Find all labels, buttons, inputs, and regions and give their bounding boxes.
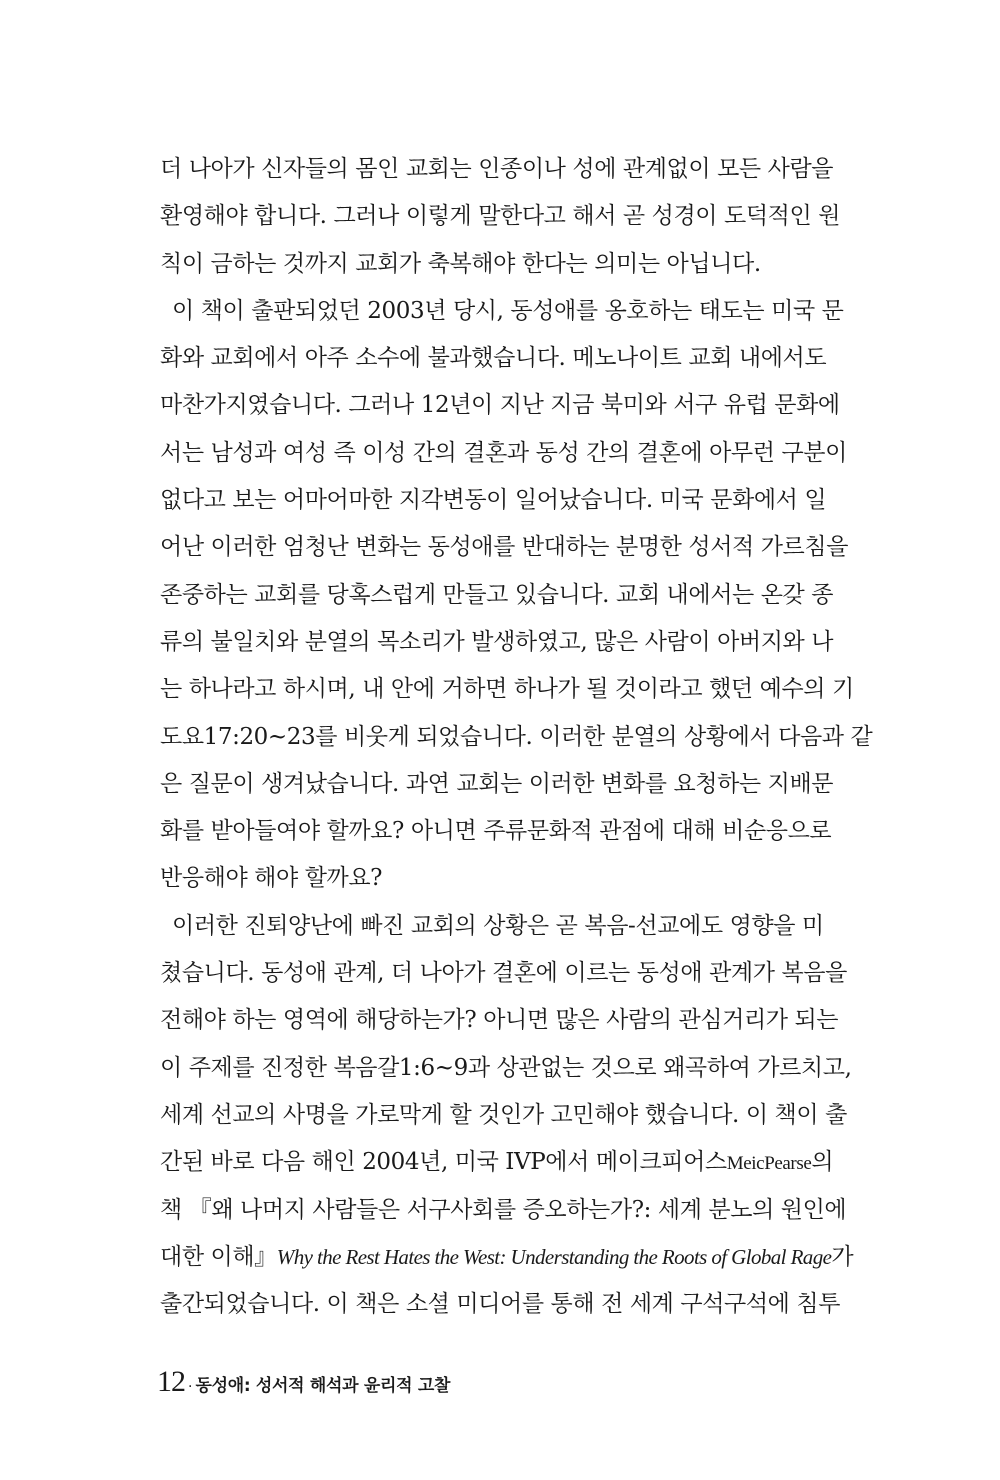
text-segment: 가 — [831, 1243, 854, 1270]
text-line: 이 주제를 진정한 복음갈1:6~9과 상관없는 것으로 왜곡하여 가르치고, — [160, 1054, 852, 1081]
text-line: 어난 이러한 엄청난 변화는 동성애를 반대하는 분명한 성서적 가르침을 — [160, 534, 849, 561]
author-name-latin: MeicPearse — [726, 1153, 812, 1175]
running-book-title: 동성애: 성서적 해석과 윤리적 고찰 — [195, 1376, 451, 1396]
text-line: 존중하는 교회를 당혹스럽게 만들고 있습니다. 교회 내에서는 온갖 종 — [160, 581, 834, 608]
text-line: 도요17:20~23를 비웃게 되었습니다. 이러한 분열의 상황에서 다음과 같 — [160, 723, 873, 750]
text-line: 이러한 진퇴양난에 빠진 교회의 상황은 곧 복음-선교에도 영향을 미 — [172, 912, 824, 939]
text-line: 환영해야 합니다. 그러나 이렇게 말한다고 해서 곧 성경이 도덕적인 원 — [160, 203, 841, 230]
footer-separator: · — [188, 1378, 193, 1395]
text-line: 없다고 보는 어마어마한 지각변동이 일어났습니다. 미국 문화에서 일 — [160, 487, 827, 514]
text-segment: 대한 이해』 — [160, 1243, 277, 1270]
body-text — [160, 146, 873, 1328]
text-line — [160, 1139, 834, 1186]
text-line: 더 나아가 신자들의 몸인 교회는 인종이나 성에 관계없이 모든 사람을 — [160, 156, 834, 182]
text-line: 마찬가지였습니다. 그러나 12년이 지난 지금 북미와 서구 유럽 문화에 — [160, 392, 840, 419]
text-line: 는 하나라고 하시며, 내 안에 거하면 하나가 될 것이라고 했던 예수의 기 — [160, 676, 854, 703]
text-line: 전해야 하는 영역에 해당하는가? 아니면 많은 사람의 관심거리가 되는 — [160, 1007, 839, 1034]
book-title-english: Why the Rest Hates the West: Understanding the Roots of Global Rage — [276, 1244, 832, 1269]
text-line: 서는 남성과 여성 즉 이성 간의 결혼과 동성 간의 결혼에 아무런 구분이 — [160, 439, 847, 466]
text-segment: 의 — [811, 1149, 834, 1176]
text-line: 화를 받아들여야 할까요? 아니면 주류문화적 관점에 대해 비순응으로 — [160, 818, 832, 845]
text-line — [160, 1234, 854, 1281]
text-line: 쳤습니다. 동성애 관계, 더 나아가 결혼에 이르는 동성애 관계가 복음을 — [160, 960, 847, 987]
text-line: 류의 불일치와 분열의 목소리가 발생하였고, 많은 사람이 아버지와 나 — [160, 628, 834, 655]
text-line: 반응해야 해야 할까요? — [160, 865, 383, 892]
text-line: 세계 선교의 사명을 가로막게 할 것인가 고민해야 했습니다. 이 책이 출 — [160, 1101, 847, 1128]
text-segment: 간된 바로 다음 해인 2004년, 미국 IVP에서 메이크피어스 — [160, 1149, 727, 1176]
text-line: 출간되었습니다. 이 책은 소셜 미디어를 통해 전 세계 구석구석에 침투 — [160, 1291, 841, 1318]
text-line: 이 책이 출판되었던 2003년 당시, 동성애를 옹호하는 태도는 미국 문 — [172, 297, 844, 324]
text-line: 화와 교회에서 아주 소수에 불과했습니다. 메노나이트 교회 내에서도 — [160, 345, 827, 372]
text-line: 은 질문이 생겨났습니다. 과연 교회는 이러한 변화를 요청하는 지배문 — [160, 770, 834, 797]
text-line: 책 『왜 나머지 사람들은 서구사회를 증오하는가?: 세계 분노의 원인에 — [160, 1196, 847, 1223]
page-number: 12 — [157, 1365, 185, 1398]
text-line: 칙이 금하는 것까지 교회가 축복해야 한다는 의미는 아닙니다. — [160, 250, 761, 277]
page-footer — [157, 1362, 450, 1402]
